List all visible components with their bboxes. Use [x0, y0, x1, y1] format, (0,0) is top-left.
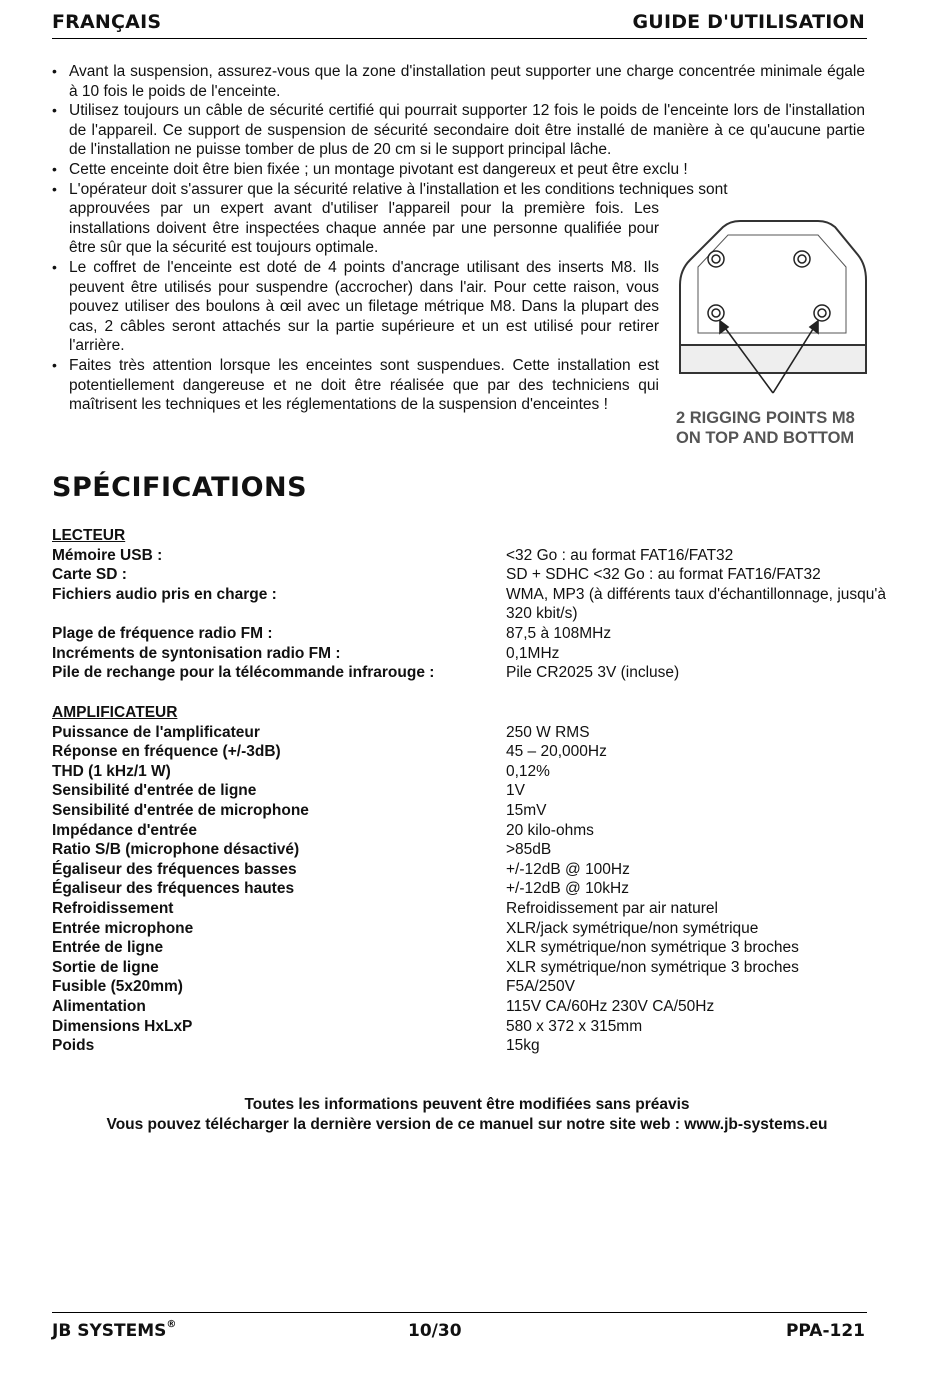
spec-value: +/-12dB @ 100Hz — [506, 860, 630, 878]
lecteur-section — [52, 526, 892, 683]
spec-value: Pile CR2025 3V (incluse) — [506, 664, 680, 682]
spec-label: Sensibilité d'entrée de microphone — [52, 801, 309, 819]
spec-label: THD (1 kHz/1 W) — [52, 762, 171, 780]
spec-row — [52, 1017, 892, 1037]
spec-value: 15kg — [506, 1037, 540, 1055]
spec-row — [52, 879, 892, 899]
spec-row — [52, 977, 892, 997]
spec-row — [52, 1036, 892, 1056]
spec-row — [52, 821, 892, 841]
spec-label: Entrée de ligne — [52, 939, 164, 957]
spec-value: >85dB — [506, 841, 552, 859]
spec-row — [52, 781, 892, 801]
notice — [52, 1095, 882, 1134]
notice-line-2: Vous pouvez télécharger la dernière version de ce manuel sur notre site web : www.jb-systems.eu — [106, 1115, 828, 1133]
page-header — [52, 10, 867, 39]
spec-row — [52, 762, 892, 782]
spec-label: Ratio S/B (microphone désactivé) — [52, 841, 300, 859]
amplificateur-rows — [52, 723, 892, 1056]
spec-value: SD + SDHC <32 Go : au format FAT16/FAT32 — [506, 566, 821, 584]
spec-value: XLR/jack symétrique/non symétrique — [506, 919, 759, 937]
spec-value: <32 Go : au format FAT16/FAT32 — [506, 546, 734, 564]
spec-label: Carte SD : — [52, 566, 127, 584]
spec-label: Égaliseur des fréquences hautes — [52, 880, 295, 898]
bullet-item: • Utilisez toujours un câble de sécurité certifié qui pourrait supporter 12 fois le poids de l'enceinte lors de l'installation de l'appareil. Ce support de suspension de sécurité secondaire doit être installé de manière à ce qu'aucune partie de l'installation ne puisse tomber de plus de 20 cm si le support principal lâche. — [52, 101, 865, 160]
bullet-item: • Faites très attention lorsque les enceintes sont suspendues. Cette installation est potentiellement dangereuse et ne doit être réalisée que par des techniciens qui maîtrisent les techniques et les réglementations de la suspension d'enceintes ! — [52, 356, 659, 415]
spec-row — [52, 742, 892, 762]
notice-line-1: Toutes les informations peuvent être modifiées sans préavis — [244, 1096, 690, 1113]
spec-value: 0,12% — [506, 762, 550, 780]
spec-label: Dimensions HxLxP — [52, 1017, 193, 1035]
spec-label: Fusible (5x20mm) — [52, 978, 183, 996]
spec-label: Alimentation — [52, 997, 146, 1015]
header-language: FRANÇAIS — [52, 11, 162, 33]
spec-value: 250 W RMS — [506, 723, 590, 741]
spec-row — [52, 801, 892, 821]
spec-row — [52, 585, 892, 624]
diagram-caption: 2 RIGGING POINTS M8 ON TOP AND BOTTOM — [676, 409, 855, 447]
spec-row — [52, 919, 892, 939]
spec-label: Pile de rechange pour la télécommande infrarouge : — [52, 664, 435, 682]
spec-value: +/-12dB @ 10kHz — [506, 880, 630, 898]
lecteur-rows — [52, 546, 892, 683]
amplificateur-title: AMPLIFICATEUR — [52, 704, 178, 721]
spec-row — [52, 644, 892, 664]
spec-row — [52, 997, 892, 1017]
spec-value: 15mV — [506, 801, 547, 819]
spec-label: Incréments de syntonisation radio FM : — [52, 644, 341, 662]
spec-row — [52, 546, 892, 566]
spec-value: XLR symétrique/non symétrique 3 broches — [506, 958, 799, 976]
header-guide-title: GUIDE D'UTILISATION — [632, 11, 865, 33]
specifications-heading: SPÉCIFICATIONS — [52, 472, 308, 503]
spec-label: Sortie de ligne — [52, 958, 159, 976]
spec-value: WMA, MP3 (à différents taux d'échantillonnage, jusqu'à 320 kbit/s) — [506, 585, 886, 623]
spec-row — [52, 860, 892, 880]
page-footer — [52, 1312, 867, 1347]
spec-value: 87,5 à 108MHz — [506, 624, 612, 642]
spec-value: F5A/250V — [506, 978, 575, 996]
spec-label: Fichiers audio pris en charge : — [52, 585, 277, 603]
spec-label: Puissance de l'amplificateur — [52, 723, 260, 741]
bullet-item: • Cette enceinte doit être bien fixée ; un montage pivotant est dangereux et peut être exclu ! — [52, 160, 865, 180]
spec-label: Égaliseur des fréquences basses — [52, 860, 297, 878]
spec-value: 115V CA/60Hz 230V CA/50Hz — [506, 997, 715, 1015]
spec-label: Réponse en fréquence (+/-3dB) — [52, 743, 281, 761]
bullet-item: • Avant la suspension, assurez-vous que la zone d'installation peut supporter une charge concentrée minimale égale à 10 fois le poids de l'enceinte. — [52, 62, 865, 101]
spec-row — [52, 723, 892, 743]
spec-row — [52, 899, 892, 919]
footer-brand: JB SYSTEMS® — [52, 1319, 177, 1341]
spec-row — [52, 565, 892, 585]
spec-row — [52, 624, 892, 644]
spec-value: 20 kilo-ohms — [506, 821, 594, 839]
spec-value: 45 – 20,000Hz — [506, 743, 607, 761]
spec-value: 1V — [506, 782, 525, 800]
lecteur-title: LECTEUR — [52, 527, 126, 544]
spec-value: 0,1MHz — [506, 644, 560, 662]
bullet-item: • L'opérateur doit s'assurer que la sécurité relative à l'installation et les conditions techniques sont approuvées par un expert avant d'utiliser l'appareil pour la première fois. Les installations doivent être inspectées chaque année par une personne qualifiée pour être sûr que la sécurité est toujours optimale. — [52, 180, 865, 258]
spec-row — [52, 663, 892, 683]
spec-label: Entrée microphone — [52, 919, 194, 937]
spec-label: Sensibilité d'entrée de ligne — [52, 782, 257, 800]
spec-value: Refroidissement par air naturel — [506, 899, 718, 917]
bullet-item: • Le coffret de l'enceinte est doté de 4 points d'ancrage utilisant des inserts M8. Ils peuvent être utilisés pour suspendre (accrocher) dans l'air. Pour cette raison, vous pouvez utiliser des boulons à œil avec un filetage métrique M8. Dans la plupart des cas, 2 câbles seront attachés sur la partie supérieure et un est utilisé pour retirer l'arrière. — [52, 258, 659, 356]
spec-row — [52, 938, 892, 958]
spec-label: Poids — [52, 1037, 95, 1055]
spec-label: Impédance d'entrée — [52, 821, 197, 839]
spec-label: Refroidissement — [52, 899, 174, 917]
amplificateur-section — [52, 703, 892, 1056]
spec-label: Plage de fréquence radio FM : — [52, 624, 273, 642]
spec-label: Mémoire USB : — [52, 546, 163, 564]
footer-page-number: 10/30 — [408, 1321, 462, 1341]
spec-row — [52, 958, 892, 978]
spec-row — [52, 840, 892, 860]
spec-value: 580 x 372 x 315mm — [506, 1017, 643, 1035]
spec-value: XLR symétrique/non symétrique 3 broches — [506, 939, 799, 957]
footer-model: PPA-121 — [785, 1321, 865, 1341]
